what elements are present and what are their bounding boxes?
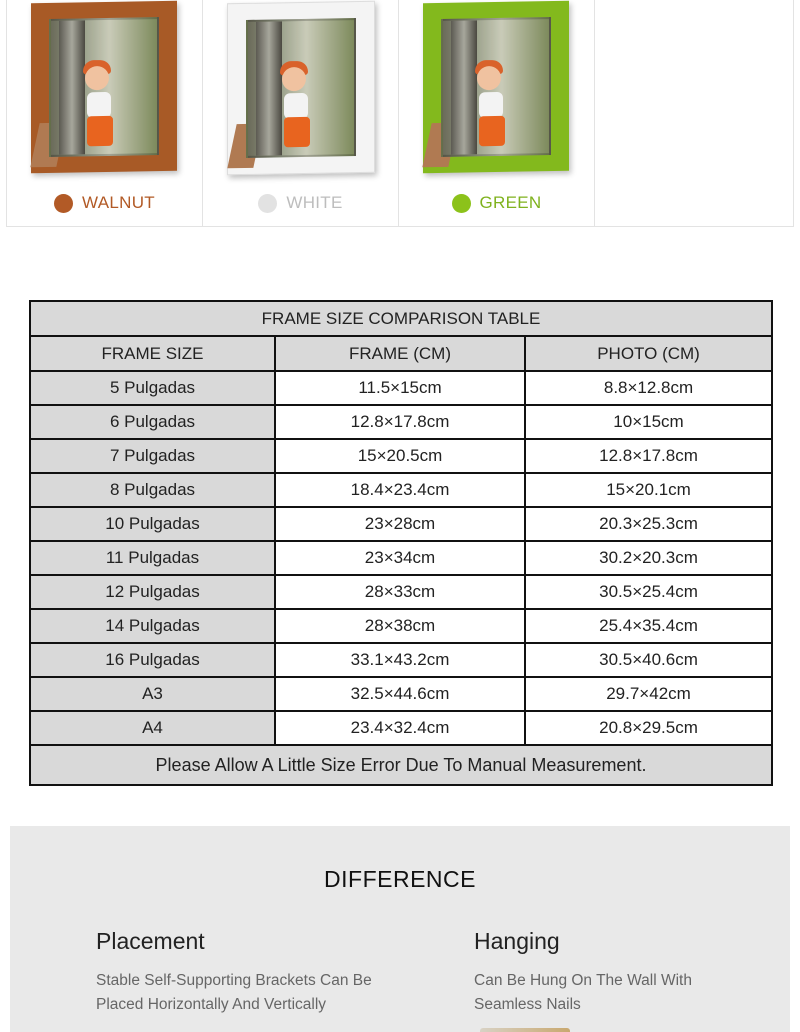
frame-picture (49, 17, 159, 157)
cell-photo-cm: 29.7×42cm (525, 677, 772, 711)
swatch-empty (595, 0, 793, 226)
size-comparison-table (29, 300, 773, 786)
cell-frame-cm: 23.4×32.4cm (275, 711, 525, 745)
cell-frame-cm: 12.8×17.8cm (275, 405, 525, 439)
cell-frame-cm: 28×33cm (275, 575, 525, 609)
frame-photo-green (399, 0, 594, 190)
cell-frame-cm: 23×28cm (275, 507, 525, 541)
placement-block (96, 928, 396, 1017)
swatch-label-walnut (7, 193, 202, 213)
cell-frame-size: 10 Pulgadas (30, 507, 275, 541)
header-photo-cm: PHOTO (CM) (525, 336, 772, 371)
frame-border (423, 1, 569, 174)
measurement-note: Please Allow A Little Size Error Due To Manual Measurement. (30, 745, 772, 785)
hanging-heading: Hanging (474, 928, 560, 954)
cell-frame-size: 6 Pulgadas (30, 405, 275, 439)
table-row (30, 439, 772, 473)
table-row (30, 643, 772, 677)
swatch-name: WALNUT (82, 193, 155, 212)
cell-photo-cm: 12.8×17.8cm (525, 439, 772, 473)
image-edge-peek (480, 1028, 570, 1032)
cell-frame-size: 14 Pulgadas (30, 609, 275, 643)
header-frame-cm: FRAME (CM) (275, 336, 525, 371)
cell-photo-cm: 8.8×12.8cm (525, 371, 772, 405)
cell-frame-size: 5 Pulgadas (30, 371, 275, 405)
cell-frame-cm: 15×20.5cm (275, 439, 525, 473)
cell-photo-cm: 20.8×29.5cm (525, 711, 772, 745)
swatch-white[interactable] (203, 0, 399, 226)
swatch-walnut[interactable] (7, 0, 203, 226)
table-title-row (30, 301, 772, 336)
hanging-block (474, 928, 774, 1017)
cell-frame-size: 12 Pulgadas (30, 575, 275, 609)
swatch-label-green (399, 193, 594, 213)
table-row (30, 507, 772, 541)
frame-border (31, 1, 177, 174)
table-note-row (30, 745, 772, 785)
cell-photo-cm: 30.5×25.4cm (525, 575, 772, 609)
cell-frame-cm: 23×34cm (275, 541, 525, 575)
header-frame-size: FRAME SIZE (30, 336, 275, 371)
swatch-name: WHITE (286, 193, 343, 212)
frame-picture (246, 18, 356, 158)
swatch-label-white (203, 193, 398, 213)
table-row (30, 677, 772, 711)
swatch-green[interactable] (399, 0, 595, 226)
cell-frame-cm: 33.1×43.2cm (275, 643, 525, 677)
frame-photo-walnut (7, 0, 202, 190)
color-dot-icon (54, 194, 73, 213)
table-row (30, 575, 772, 609)
color-swatch-strip (6, 0, 794, 227)
cell-frame-size: 11 Pulgadas (30, 541, 275, 575)
hanging-line-1: Can Be Hung On The Wall With (474, 972, 692, 989)
table-header-row (30, 336, 772, 371)
difference-panel (10, 826, 790, 1032)
table-row (30, 371, 772, 405)
cell-frame-size: A4 (30, 711, 275, 745)
table-row (30, 541, 772, 575)
table-row (30, 609, 772, 643)
cell-frame-size: 8 Pulgadas (30, 473, 275, 507)
cell-frame-size: 16 Pulgadas (30, 643, 275, 677)
cell-frame-size: 7 Pulgadas (30, 439, 275, 473)
frame-border (227, 1, 375, 176)
cell-frame-size: A3 (30, 677, 275, 711)
placement-line-2: Placed Horizontally And Vertically (96, 996, 327, 1013)
cell-photo-cm: 30.5×40.6cm (525, 643, 772, 677)
table-title: FRAME SIZE COMPARISON TABLE (30, 301, 772, 336)
table-row (30, 711, 772, 745)
table-row (30, 405, 772, 439)
difference-title: DIFFERENCE (324, 866, 476, 892)
cell-frame-cm: 11.5×15cm (275, 371, 525, 405)
cell-photo-cm: 25.4×35.4cm (525, 609, 772, 643)
cell-frame-cm: 28×38cm (275, 609, 525, 643)
cell-photo-cm: 20.3×25.3cm (525, 507, 772, 541)
color-dot-icon (452, 194, 471, 213)
cell-frame-cm: 32.5×44.6cm (275, 677, 525, 711)
frame-picture (441, 17, 551, 157)
table-row (30, 473, 772, 507)
color-dot-icon (258, 194, 277, 213)
placement-line-1: Stable Self-Supporting Brackets Can Be (96, 972, 372, 989)
frame-photo-white (203, 0, 398, 190)
cell-photo-cm: 30.2×20.3cm (525, 541, 772, 575)
swatch-name: GREEN (479, 193, 542, 212)
cell-frame-cm: 18.4×23.4cm (275, 473, 525, 507)
hanging-line-2: Seamless Nails (474, 996, 581, 1013)
placement-heading: Placement (96, 928, 205, 954)
cell-photo-cm: 15×20.1cm (525, 473, 772, 507)
cell-photo-cm: 10×15cm (525, 405, 772, 439)
